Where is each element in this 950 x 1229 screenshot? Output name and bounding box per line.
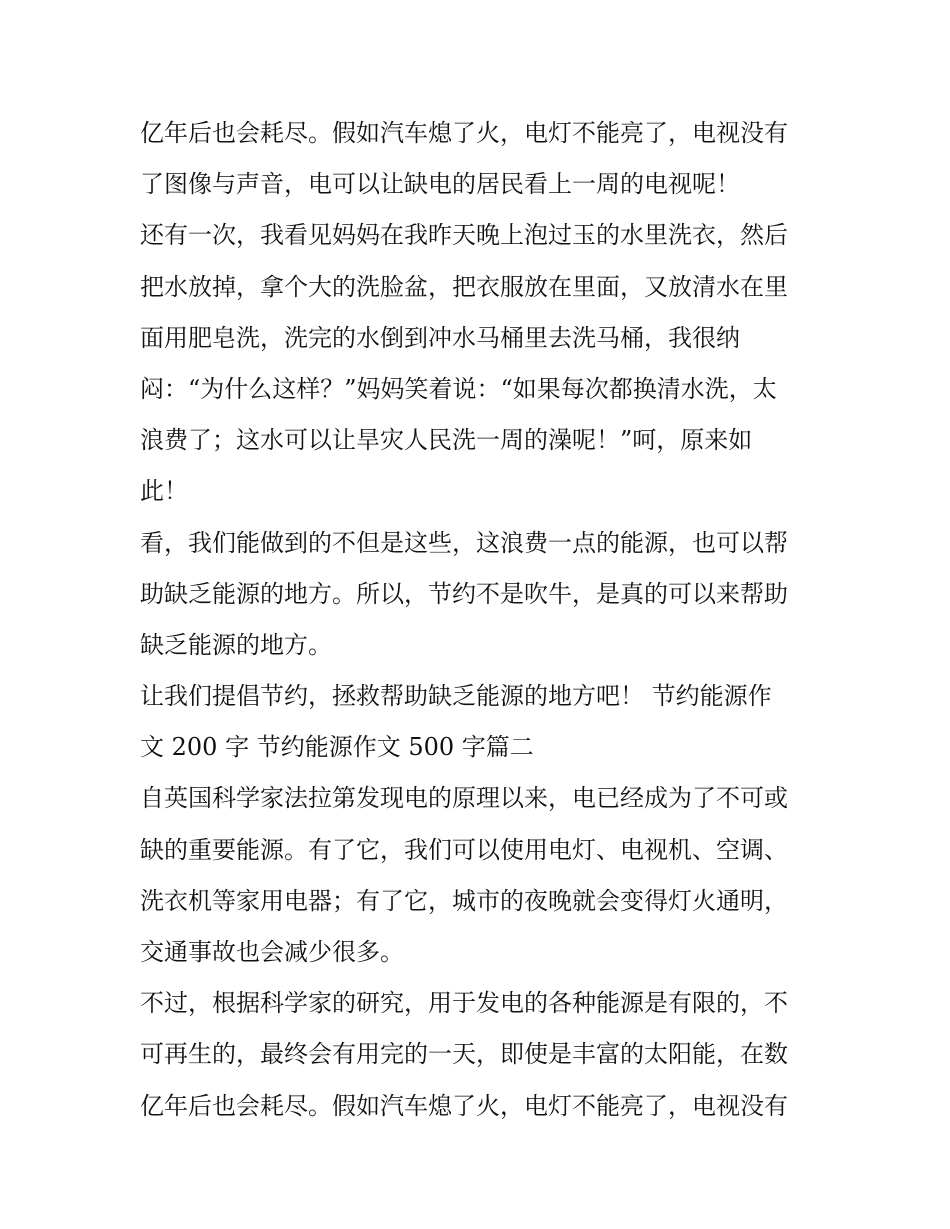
text-line: 缺的重要能源。有了它，我们可以使用电灯、电视机、空调、 xyxy=(140,835,788,864)
text-line: 可再生的，最终会有用完的一天，即使是丰富的太阳能，在数 xyxy=(140,1040,788,1069)
text-line: 此！ xyxy=(140,477,188,506)
text-line: 闷：“为什么这样？”妈妈笑着说：“如果每次都换清水洗，太 xyxy=(140,374,777,403)
text-line: 亿年后也会耗尽。假如汽车熄了火，电灯不能亮了，电视没有 xyxy=(140,1091,788,1120)
text-line: 不过，根据科学家的研究，用于发电的各种能源是有限的，不 xyxy=(140,989,788,1018)
text-line: 还有一次，我看见妈妈在我昨天晚上泡过玉的水里洗衣，然后 xyxy=(140,221,788,250)
body-text xyxy=(140,108,820,1132)
text-line: 让我们提倡节约，拯救帮助缺乏能源的地方吧！ 节约能源作 xyxy=(140,682,772,711)
text-line: 把水放掉，拿个大的洗脸盆，把衣服放在里面，又放清水在里 xyxy=(140,272,788,301)
text-line: 自英国科学家法拉第发现电的原理以来，电已经成为了不可或 xyxy=(140,784,788,813)
text-line: 浪费了；这水可以让旱灾人民洗一周的澡呢！”呵，原来如 xyxy=(140,426,753,455)
text-line: 洗衣机等家用电器；有了它，城市的夜晚就会变得灯火通明， xyxy=(140,886,788,915)
text-line: 助缺乏能源的地方。所以，节约不是吹牛，是真的可以来帮助 xyxy=(140,579,788,608)
text-line: 亿年后也会耗尽。假如汽车熄了火，电灯不能亮了，电视没有 xyxy=(140,119,788,147)
text-line: 了图像与声音，电可以让缺电的居民看上一周的电视呢！ xyxy=(140,170,740,199)
text-line: 缺乏能源的地方。 xyxy=(140,630,332,659)
text-line: 交通事故也会减少很多。 xyxy=(140,938,404,966)
text-line: 面用肥皂洗，洗完的水倒到冲水马桶里去洗马桶，我很纳 xyxy=(140,323,740,352)
section-heading-line: 文 200 字 节约能源作文 500 字篇二 xyxy=(140,733,534,762)
text-line: 看，我们能做到的不但是这些，这浪费一点的能源，也可以帮 xyxy=(140,528,788,557)
